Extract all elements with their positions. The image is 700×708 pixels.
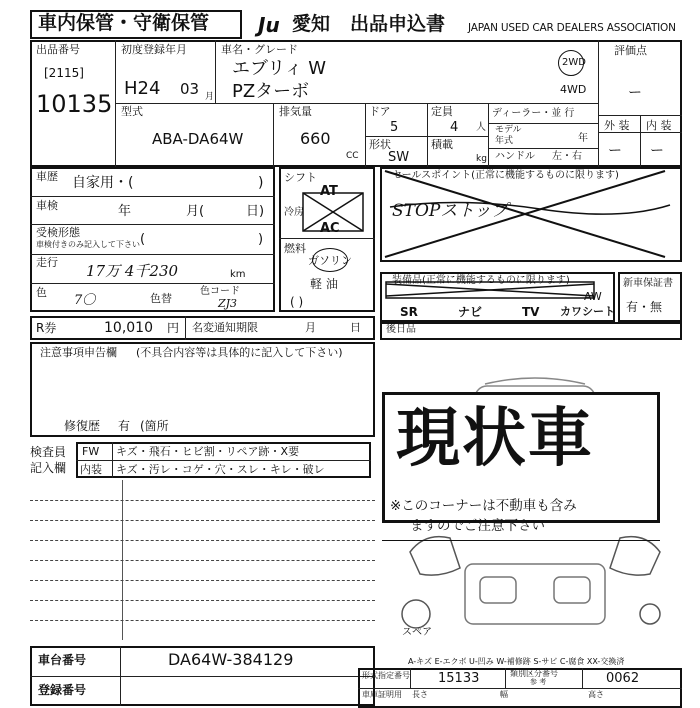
handle-label: ハンドル bbox=[495, 151, 535, 162]
mileage-label: 走行 bbox=[36, 256, 58, 269]
first-reg-label: 初度登録年月 bbox=[121, 43, 187, 56]
handle-options: 左・右 bbox=[552, 151, 582, 162]
fuel-other: ( ) bbox=[290, 295, 304, 309]
first-reg-month: 03 bbox=[180, 80, 200, 98]
region-name: 愛知 bbox=[292, 13, 331, 35]
load-label: 積載 bbox=[431, 138, 453, 151]
equipment-aw: AW bbox=[584, 290, 602, 303]
model-year-label1: モデル bbox=[495, 125, 522, 135]
car-name-label: 車名・グレード bbox=[221, 43, 298, 56]
selling-points-strikeout bbox=[380, 167, 682, 262]
inspection-year-unit: 年 bbox=[118, 204, 132, 219]
fuel-diesel: 軽 油 bbox=[310, 277, 338, 291]
recycle-value: 10,010 bbox=[104, 320, 153, 336]
type-designation-label: 形式指定番号 bbox=[362, 671, 410, 680]
car-name: エブリィ W bbox=[232, 58, 327, 79]
notes-label: 注意事項申告欄 bbox=[40, 346, 117, 359]
org-name-en: JAPAN USED CAR DEALERS ASSOCIATION bbox=[468, 22, 676, 34]
inspector-int-items: キズ・汚レ・コゲ・穴・スレ・キレ・破レ bbox=[116, 463, 325, 476]
inspector-label1: 検査員 bbox=[30, 445, 67, 459]
drive-4wd: 4WD bbox=[560, 83, 587, 96]
as-is-stamp-title: 現状車 bbox=[396, 402, 594, 476]
displacement-unit: CC bbox=[346, 151, 359, 161]
color-value: 7〇 bbox=[74, 293, 96, 308]
storage-note: 車内保管・守衛保管 bbox=[38, 12, 210, 34]
equipment-sr: SR bbox=[400, 305, 418, 319]
fuel-gasoline: ガソリン bbox=[308, 254, 352, 267]
color-label: 色 bbox=[36, 286, 47, 299]
body-shape-value: SW bbox=[388, 150, 410, 165]
doors-label: ドア bbox=[369, 105, 391, 118]
previous-type-label: 受検形態 bbox=[36, 226, 80, 239]
name-change-label: 名変通知期限 bbox=[192, 321, 258, 334]
inspection-day-unit: 日) bbox=[246, 204, 265, 219]
vehicle-type-close: ) bbox=[258, 175, 264, 191]
name-change-day: 日 bbox=[350, 321, 361, 334]
equipment-label: 装備品(正常に機能するものに限ります) bbox=[392, 275, 570, 286]
car-grade: PZターボ bbox=[232, 81, 310, 102]
notes-sub: (不具合内容等は具体的に記入して下さい) bbox=[136, 346, 343, 359]
vehicle-type-value: 自家用・( bbox=[72, 175, 134, 191]
aircon-label: 冷房 bbox=[284, 207, 304, 218]
exterior-label: 外 装 bbox=[604, 119, 630, 132]
fuel-label: 燃料 bbox=[284, 242, 306, 255]
color-change-label: 色替 bbox=[150, 292, 172, 305]
registration-label: 登録番号 bbox=[38, 683, 87, 697]
type-designation-value: 15133 bbox=[438, 671, 480, 686]
shift-crossout-mark bbox=[302, 192, 364, 232]
exterior-value: ー bbox=[608, 143, 622, 159]
selling-points-handwritten: STOPストップ bbox=[392, 201, 508, 221]
after-items-box bbox=[380, 322, 682, 340]
first-reg-month-unit: 月 bbox=[205, 92, 215, 102]
warranty-options: 有・無 bbox=[626, 300, 663, 314]
repair-location: (箇所 bbox=[140, 419, 169, 433]
inspector-fw-items: キズ・飛石・ヒビ割・リペア跡・X要 bbox=[116, 445, 300, 458]
model-year-label2: 年式 bbox=[495, 136, 514, 146]
load-unit: kg bbox=[476, 154, 487, 164]
after-items-label: 後日品 bbox=[386, 324, 416, 335]
association-logo: Ju bbox=[258, 13, 280, 37]
name-change-month: 月 bbox=[305, 321, 316, 334]
rating-value: ー bbox=[628, 85, 642, 101]
drive-2wd: 2WD bbox=[562, 57, 586, 68]
class-number-value: 0062 bbox=[606, 671, 640, 686]
as-is-stamp-note1: ※このコーナーは不動車も含み bbox=[390, 498, 577, 514]
interior-value: ー bbox=[650, 143, 664, 159]
lot-number: 10135 bbox=[36, 90, 113, 118]
first-reg-year: H24 bbox=[124, 78, 161, 99]
repair-value: 有 bbox=[118, 419, 131, 433]
mileage-unit: km bbox=[230, 269, 246, 280]
doors-value: 5 bbox=[390, 120, 399, 135]
color-code-label: 色コード bbox=[200, 286, 240, 297]
previous-type-open: ( bbox=[140, 232, 146, 247]
previous-type-note: 車検付きのみ記入して下さい bbox=[36, 240, 140, 249]
length-label: 長さ bbox=[412, 690, 428, 699]
selling-points-label: セールスポイント(正常に機能するものに限ります) bbox=[392, 170, 619, 181]
capacity-label: 定員 bbox=[431, 105, 453, 118]
shift-at: AT bbox=[320, 184, 338, 199]
dealer-label: ディーラー・並 行 bbox=[492, 108, 575, 119]
repair-label: 修復歴 bbox=[64, 419, 101, 433]
inspector-label2: 記入欄 bbox=[30, 461, 67, 475]
capacity-unit: 人 bbox=[476, 122, 486, 133]
model-code: ABA-DA64W bbox=[152, 130, 244, 148]
equipment-navi: ナビ bbox=[458, 305, 483, 319]
equipment-strikeout bbox=[380, 272, 615, 302]
mileage-value: 17万 4千230 bbox=[86, 262, 179, 280]
spare-label: スペア bbox=[402, 627, 432, 638]
equipment-tv: TV bbox=[522, 305, 540, 319]
shift-label: シフト bbox=[284, 171, 317, 184]
displacement-value: 660 bbox=[300, 129, 331, 148]
aircon-ac: AC bbox=[320, 221, 340, 236]
inspector-int: 内装 bbox=[80, 463, 102, 476]
lot-bracket: [2115] bbox=[44, 66, 84, 80]
body-shape-label: 形状 bbox=[369, 138, 391, 151]
garage-cert-label: 車庫証明用 bbox=[362, 690, 402, 699]
previous-type-close: ) bbox=[258, 232, 264, 247]
capacity-value: 4 bbox=[450, 120, 459, 135]
recycle-unit: 円 bbox=[167, 321, 180, 335]
lot-label: 出品番号 bbox=[36, 43, 80, 56]
recycle-label: R券 bbox=[36, 321, 57, 335]
model-label: 型式 bbox=[121, 105, 143, 118]
interior-label: 内 装 bbox=[646, 119, 672, 132]
rating-label: 評価点 bbox=[614, 44, 647, 57]
equipment-leather-seat: カワシート bbox=[560, 305, 615, 318]
height-label: 高さ bbox=[588, 690, 604, 699]
color-code-value: ZJ3 bbox=[218, 297, 238, 310]
width-label: 幅 bbox=[500, 690, 508, 699]
inspection-label: 車検 bbox=[36, 199, 58, 212]
as-is-stamp-note2: ますのでご注意下さい bbox=[410, 518, 545, 534]
warranty-label: 新車保証書 bbox=[623, 278, 673, 289]
chassis-number: DA64W-384129 bbox=[168, 650, 294, 669]
model-year-unit: 年 bbox=[578, 133, 588, 144]
damage-legend: A-キズ E-エクボ U-凹み W-補修跡 S-サビ C-腐食 XX-交換済 bbox=[408, 657, 625, 666]
inspection-month-unit: 月( bbox=[186, 204, 205, 219]
form-title: 出品申込書 bbox=[350, 13, 446, 35]
as-is-stamp-bottom-border bbox=[382, 540, 660, 541]
vehicle-type-label: 車歴 bbox=[36, 170, 58, 183]
inspector-fw: FW bbox=[82, 445, 100, 458]
displacement-label: 排気量 bbox=[279, 105, 312, 118]
class-number-label: 類別区分番号 bbox=[510, 669, 558, 678]
class-number-sub: 参 考 bbox=[530, 678, 547, 686]
chassis-label: 車台番号 bbox=[38, 653, 87, 667]
